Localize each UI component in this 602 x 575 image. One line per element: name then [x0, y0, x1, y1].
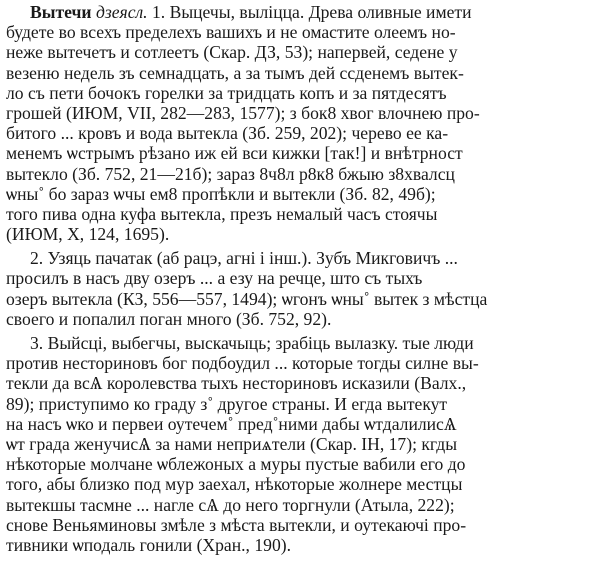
text-line: ѡны˚ бо зараз ѡчы ем8 пропѣкли и вытекли (Зб. 82, 49б);	[6, 183, 436, 204]
text-line: везеню недель зъ семнадцать, а за тымъ дей ссденемъ вытек-	[6, 62, 464, 83]
text-line: битого ... кровъ и вода вытекла (Зб. 259, 202); черево ее ка-	[6, 123, 449, 144]
text-line: на насъ ѡко и первеи оутечем˚ пред˚ними дабы ѡтдалилисѦ	[6, 413, 457, 434]
entry-first-line-text: 1. Выцечы, выліцца. Древа оливные имети	[147, 2, 472, 22]
text-line: 2. Узяць пачатак (аб рацэ, агні і інш.). Зубъ Микговичъ ...	[30, 248, 458, 269]
headword: Вытечи	[30, 2, 92, 22]
text-line: менемъ ѡстрымъ рѣзано иж ей вси кижки [так!] и внѣтрност	[6, 143, 463, 164]
text-line: (ИЮМ, X, 124, 1695).	[6, 224, 170, 245]
text-line: своего и попалил поган много (Зб. 752, 92).	[6, 308, 332, 329]
text-line: нѣкоторые молчане ѡблежоных а муры пустые вабили его до	[6, 454, 466, 475]
text-line: того, абы близко под мур заехал, нѣкоторые жолнере местцы	[6, 474, 463, 495]
text-line: просилъ в насъ дву озеръ ... а езу на речце, што съ тыхъ	[6, 268, 423, 289]
text-line: вытекло (Зб. 752, 21—21б); зараз 8ч8л р8к8 бжыю з8хвалсц	[6, 163, 455, 184]
text-line: тивники ѡподаль гонили (Хран., 190).	[6, 534, 291, 555]
text-line: того пива одна куфа вытекла, презъ немалый часъ стоячы	[6, 203, 438, 224]
sense-3	[6, 333, 596, 555]
text-line: неже вытечетъ и сотлеетъ (Скар. ДЗ, 53); напервей, седене у	[6, 42, 458, 63]
text-line: вытекшы тасмне ... нагле сѦ до него торгнули (Атыла, 222);	[6, 494, 455, 515]
sense-1	[6, 22, 596, 244]
text-line: озеръ вытекла (КЗ, 556—557, 1494); ѡгонъ ѡны˚ вытек з мѣстца	[6, 288, 488, 309]
grammar-label: дзеясл.	[95, 2, 148, 22]
text-line: 3. Выйсці, выбегчы, выскачыць; зрабіць вылазку. тые люди	[30, 333, 474, 353]
text-line: ѡт града женучисѦ за нами неприѧтели (Скар. IН, 17); кгды	[6, 433, 458, 454]
text-line: будете во всехъ пределехъ вашихъ и не омастите олеемъ но-	[6, 22, 456, 43]
text-line: грошей (ИЮМ, VII, 282—283, 1577); з бок8 хвог влочнею про-	[6, 102, 480, 123]
text-line: 89); приступимо ко граду з˚ другое страны. И егда вытекут	[6, 393, 448, 414]
text-line: против несториновъ бог подбоудил ... которые тогды силне вы-	[6, 353, 479, 374]
text-line: ло съ пети бочокъ горелки за тридцать копъ и за пятдесятъ	[6, 82, 447, 103]
text-line: снове Веньяминовы змѣле з мѣста вытекли, и оутекаючі про-	[6, 514, 467, 535]
text-line: текли да всѦ королевства тыхъ несториновъ исказили (Валх.,	[6, 373, 467, 394]
sense-2	[6, 248, 596, 329]
entry-first-line	[6, 2, 596, 22]
